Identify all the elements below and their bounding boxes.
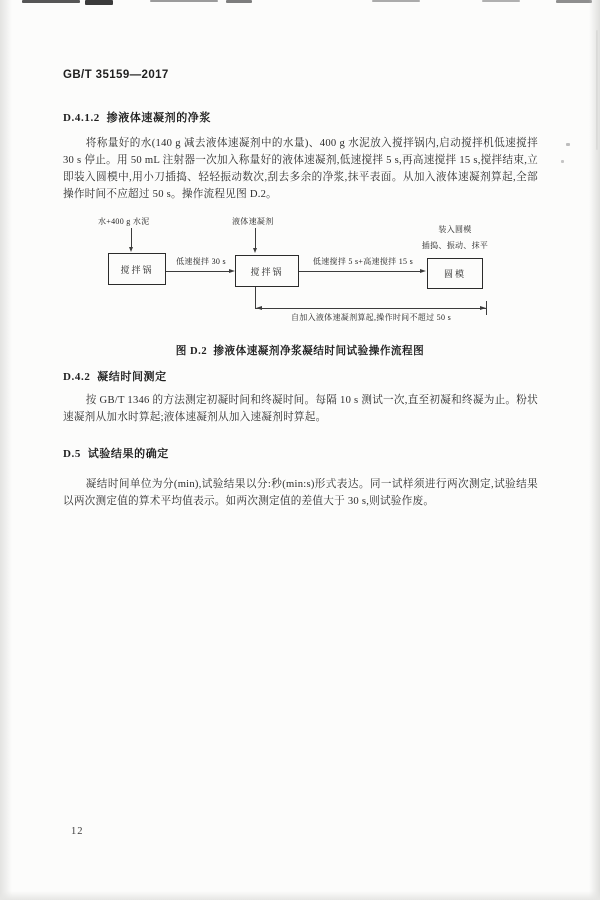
scan-artifact <box>85 0 113 5</box>
flow-box-mixing-pot-2: 搅拌锅 <box>235 255 299 287</box>
scan-artifact <box>482 0 520 2</box>
flow-input-water-cement: 水+400 g 水泥 <box>98 217 150 226</box>
scan-artifact <box>372 0 420 2</box>
scan-edge-bottom <box>0 891 600 900</box>
flow-connector <box>131 228 132 247</box>
paragraph-d42: 按 GB/T 1346 的方法测定初凝时间和终凝时间。每隔 10 s 测试一次,直至初凝和终凝为止。粉状速凝剂从加水时算起;液体速凝剂从加入速凝剂时算起。 <box>63 395 538 423</box>
standard-number: GB/T 35159—2017 <box>63 69 169 81</box>
scan-edge-right <box>589 0 600 900</box>
arrow-right-icon <box>420 269 426 273</box>
scan-artifact <box>150 0 218 2</box>
arrow-left-icon <box>256 306 262 310</box>
paragraph-d412: 将称量好的水(140 g 减去液体速凝剂中的水量)、400 g 水泥放入搅拌锅内,启动搅拌机低速搅拌 30 s 停止。用 50 mL 注射器一次加入称量好的液体速凝剂,低速搅拌 5 s,再高速搅拌 15 s,搅拌结束,立即装入圆模中,用小刀插捣、轻轻振动数次,刮去多余的净浆,抹平表面。从加入液体速凝剂算起,全部操作时间不应超过 50 s。操作流程见图 D.2。 <box>63 138 538 200</box>
section-heading-d42: D.4.2 凝结时间测定 <box>63 371 167 383</box>
flow-duration-line <box>255 308 487 309</box>
flow-arrow1-label: 低速搅拌 30 s <box>176 257 226 266</box>
flow-note-tamp-vibrate-level: 插捣、振动、抹平 <box>421 241 489 250</box>
flow-box-mixing-pot-1: 搅拌锅 <box>108 253 166 285</box>
flow-connector <box>166 271 230 272</box>
section-heading-d5: D.5 试验结果的确定 <box>63 448 169 460</box>
flow-note-fill-mold: 装入圆模 <box>438 225 472 234</box>
flow-arrow2-label: 低速搅拌 5 s+高速搅拌 15 s <box>312 257 414 266</box>
scan-artifact <box>556 0 592 3</box>
scan-artifact <box>22 0 80 3</box>
flow-input-liquid-accelerator: 液体速凝剂 <box>232 217 274 226</box>
flow-box-round-mold: 圆模 <box>427 258 483 289</box>
figure-d2-flowchart <box>90 215 520 333</box>
flow-connector <box>255 287 256 308</box>
flow-connector <box>255 228 256 248</box>
page-number: 12 <box>71 826 84 837</box>
arrow-down-icon <box>253 248 257 253</box>
scan-edge-left <box>0 0 12 900</box>
paragraph-d5: 凝结时间单位为分(min),试验结果以分:秒(min:s)形式表达。同一试样须进行两次测定,试验结果以两次测定值的算术平均值表示。如两次测定值的差值大于 30 s,则试验作废。 <box>63 479 538 507</box>
arrow-down-icon <box>129 247 133 252</box>
figure-d2-caption: 图 D.2 掺液体速凝剂净浆凝结时间试验操作流程图 <box>175 346 425 357</box>
scan-artifact <box>566 143 570 146</box>
section-heading-d412: D.4.1.2 掺液体速凝剂的净浆 <box>63 112 211 124</box>
scan-artifact <box>561 160 564 163</box>
scan-artifact <box>226 0 252 3</box>
flow-connector <box>299 271 421 272</box>
flow-duration-note: 自加入液体速凝剂算起,操作时间不超过 50 s <box>290 313 451 322</box>
